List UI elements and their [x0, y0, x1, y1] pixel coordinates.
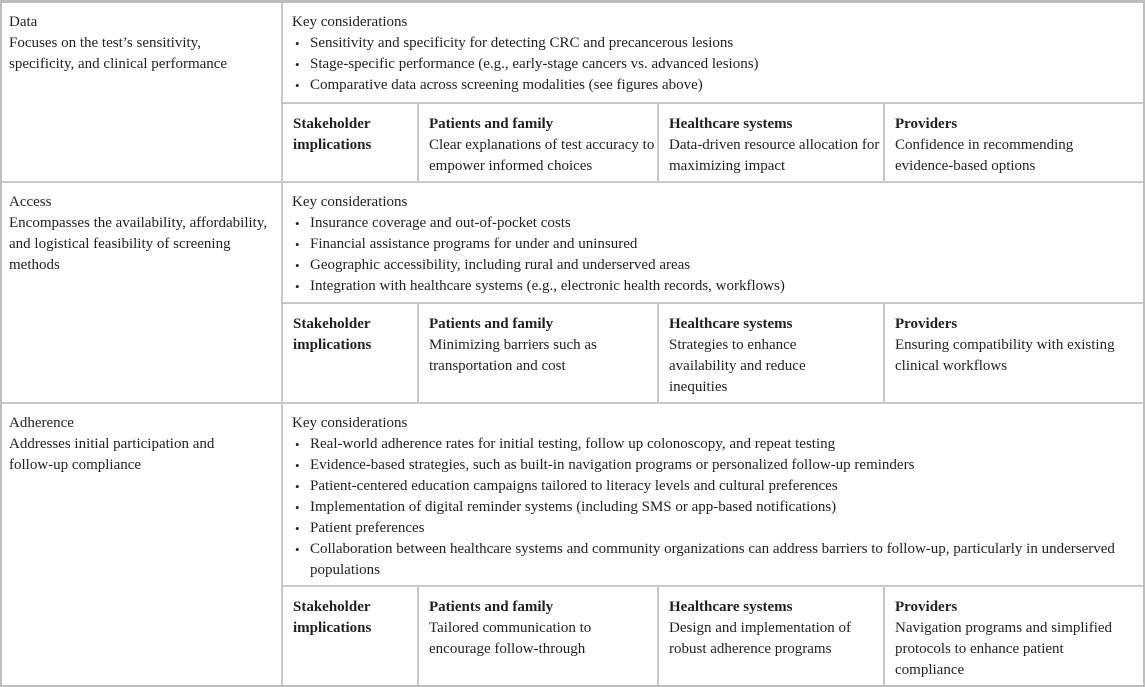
stakeholder-text: Navigation programs and simplified protocols to enhance patient compliance [895, 620, 1113, 678]
table-row-data [2, 3, 1143, 183]
table-row-adherence [2, 402, 1143, 686]
list-item: • Implementation of digital reminder systems (including SMS or app-based notifications) [292, 497, 1143, 518]
key-considerations-label: Key considerations [292, 194, 408, 210]
list-item: • Real-world adherence rates for initial testing, follow up colonoscopy, and repeat testing [292, 434, 1143, 455]
stakeholder-title: Healthcare systems [669, 116, 793, 132]
list-item: • Geographic accessibility, including rural and underserved areas [292, 255, 1143, 276]
stakeholder-text: Tailored communication to encourage follow-through [429, 620, 592, 657]
key-considerations-label: Key considerations [292, 14, 408, 30]
stakeholder-title: Providers [895, 316, 958, 332]
stakeholder-implications [283, 102, 1143, 183]
key-considerations [283, 183, 1143, 297]
stakeholder-label-cell [283, 304, 419, 404]
category-description: Encompasses the availability, affordability, and logistical feasibility of screening methods [9, 215, 268, 273]
key-considerations [283, 3, 1143, 96]
stakeholder-healthcare-systems [659, 104, 885, 183]
list-item: • Stage-specific performance (e.g., early-stage cancers vs. advanced lesions) [292, 54, 1143, 75]
stakeholder-text: Ensuring compatibility with existing clinical workflows [895, 337, 1115, 374]
details-cell [283, 3, 1143, 183]
category-description: Focuses on the test’s sensitivity, specificity, and clinical performance [9, 35, 228, 72]
stakeholder-text: Design and implementation of robust adherence programs [669, 620, 852, 657]
stakeholder-title: Patients and family [429, 316, 554, 332]
stakeholder-healthcare-systems [659, 304, 885, 404]
stakeholder-providers [885, 587, 1143, 686]
stakeholder-title: Patients and family [429, 599, 554, 615]
stakeholder-implications [283, 585, 1143, 686]
key-considerations-label: Key considerations [292, 415, 408, 431]
list-item: • Patient preferences [292, 518, 1143, 539]
considerations-list [292, 213, 1143, 297]
stakeholder-text: Data-driven resource allocation for maximizing impact [669, 137, 880, 174]
list-item: • Patient-centered education campaigns tailored to literacy levels and cultural preferences [292, 476, 1143, 497]
category-title: Data [9, 14, 38, 30]
stakeholder-text: Confidence in recommending evidence-based options [895, 137, 1074, 174]
table-row-access [2, 181, 1143, 404]
stakeholder-providers [885, 304, 1143, 404]
key-considerations [283, 404, 1143, 581]
category-title: Adherence [9, 415, 74, 431]
stakeholder-patients [419, 587, 659, 686]
list-item: • Financial assistance programs for under and uninsured [292, 234, 1143, 255]
stakeholder-title: Patients and family [429, 116, 554, 132]
stakeholder-patients [419, 304, 659, 404]
list-item: • Integration with healthcare systems (e.g., electronic health records, workflows) [292, 276, 1143, 297]
list-item: • Comparative data across screening modalities (see figures above) [292, 75, 1143, 96]
category-description: Addresses initial participation and follow-up compliance [9, 436, 215, 473]
stakeholder-title: Providers [895, 599, 958, 615]
category-title: Access [9, 194, 52, 210]
list-item: • Collaboration between healthcare systems and community organizations can address barriers to follow-up, particularly in underserved populations [292, 539, 1143, 581]
category-cell [2, 3, 283, 183]
considerations-list [292, 33, 1143, 96]
details-cell [283, 183, 1143, 404]
stakeholder-text: Minimizing barriers such as transportation and cost [429, 337, 597, 374]
stakeholder-title: Healthcare systems [669, 599, 793, 615]
stakeholder-patients [419, 104, 659, 183]
category-cell [2, 183, 283, 404]
stakeholder-label: Stakeholder implications [293, 599, 372, 636]
stakeholder-text: Strategies to enhance availability and reduce inequities [669, 337, 806, 395]
stakeholder-label: Stakeholder implications [293, 116, 372, 153]
list-item: • Sensitivity and specificity for detecting CRC and precancerous lesions [292, 33, 1143, 54]
stakeholder-title: Providers [895, 116, 958, 132]
stakeholder-label: Stakeholder implications [293, 316, 372, 353]
stakeholder-healthcare-systems [659, 587, 885, 686]
details-cell [283, 404, 1143, 686]
stakeholder-label-cell [283, 587, 419, 686]
stakeholder-providers [885, 104, 1143, 183]
stakeholder-text: Clear explanations of test accuracy to empower informed choices [429, 137, 655, 174]
stakeholder-title: Healthcare systems [669, 316, 793, 332]
stakeholder-implications [283, 302, 1143, 404]
list-item: • Insurance coverage and out-of-pocket costs [292, 213, 1143, 234]
considerations-list [292, 434, 1143, 581]
list-item: • Evidence-based strategies, such as built-in navigation programs or personalized follow-up reminders [292, 455, 1143, 476]
category-cell [2, 404, 283, 686]
stakeholder-label-cell [283, 104, 419, 183]
